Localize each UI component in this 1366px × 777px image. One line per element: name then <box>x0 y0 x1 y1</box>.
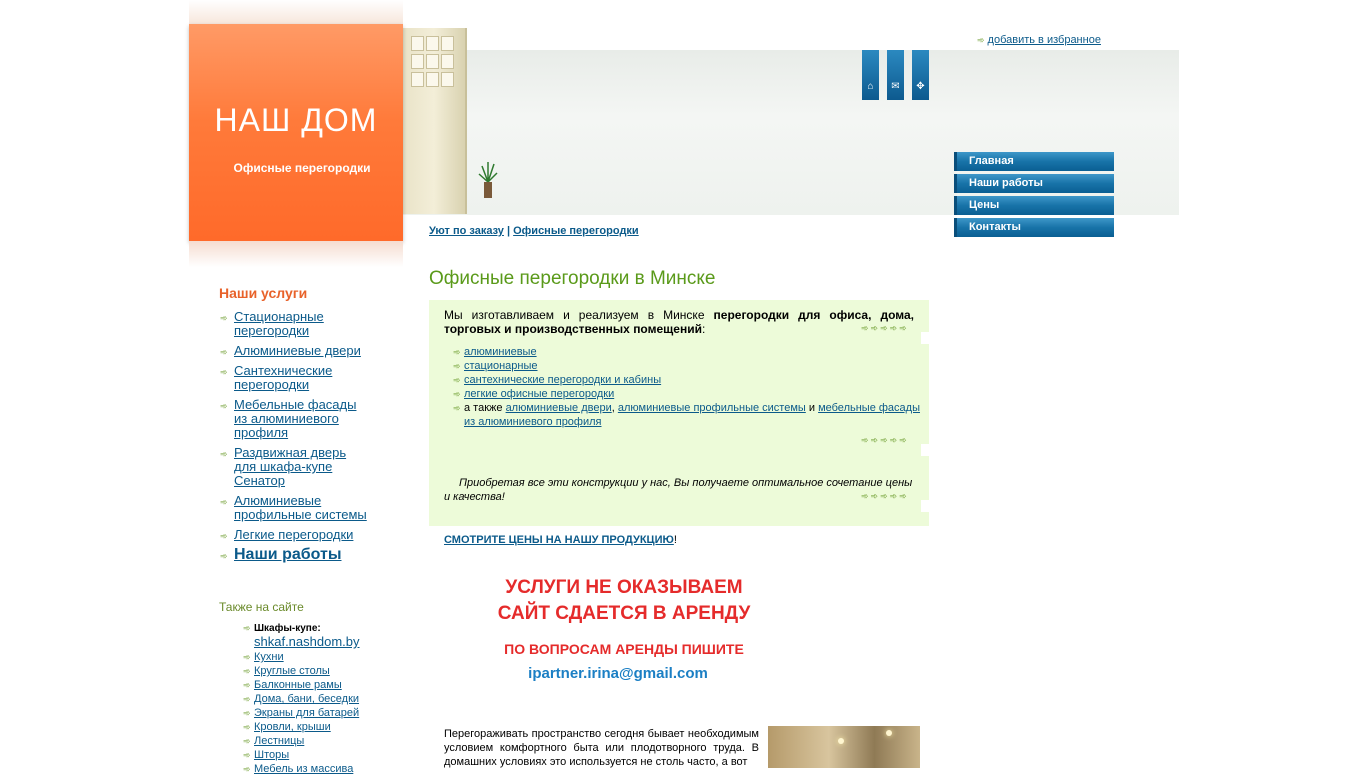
breadcrumb-separator: | <box>506 225 511 237</box>
arrow-icon: ➾ <box>453 361 461 371</box>
arrow-icon: ➾ <box>453 403 461 413</box>
nav-item-home[interactable]: Главная <box>954 152 1114 171</box>
also-link[interactable]: Шторы <box>254 749 290 761</box>
list-item <box>243 749 373 762</box>
box-notch <box>921 444 929 456</box>
list-item <box>219 344 369 358</box>
arrow-icon: ➾ <box>220 551 228 561</box>
also-link[interactable]: Экраны для батарей <box>254 707 360 719</box>
arrow-icon: ➾ <box>220 367 228 377</box>
lamp-light <box>838 738 844 744</box>
nav-item-contacts[interactable]: Контакты <box>954 218 1114 237</box>
arrow-icon: ➾ <box>453 347 461 357</box>
list-item <box>449 359 929 373</box>
door-illustration <box>403 28 467 214</box>
list-item <box>219 310 369 338</box>
site-subtitle: Офисные перегородки <box>233 161 371 175</box>
breadcrumb <box>429 225 639 237</box>
favorites <box>977 34 1101 46</box>
wardrobes-label: Шкафы-купе: <box>254 623 321 634</box>
arrow-icon: ➾ <box>243 680 251 690</box>
arrow-icon: ➾ <box>243 750 251 760</box>
arrow-icon: ➾ <box>977 35 985 45</box>
list-item <box>449 401 929 429</box>
list-item <box>219 528 369 542</box>
list-item <box>449 387 929 401</box>
arrow-icon: ➾ <box>220 313 228 323</box>
prices-end: ! <box>673 534 677 546</box>
logo-bottom-shade <box>189 241 403 267</box>
partition-types-list <box>449 345 929 429</box>
intro-text <box>444 308 914 336</box>
list-item <box>243 665 373 678</box>
intro-end: : <box>701 322 706 336</box>
arrow-icon: ➾ <box>220 449 228 459</box>
list-item <box>219 548 369 562</box>
services-list <box>219 310 369 568</box>
arrow-icon: ➾ <box>243 736 251 746</box>
type-link[interactable]: алюминиевые <box>464 346 537 358</box>
also-prefix: а также <box>464 402 506 414</box>
rent-line-2: САЙТ СДАЕТСЯ В АРЕНДУ <box>497 603 751 624</box>
arrow-icon: ➾ <box>220 531 228 541</box>
list-item <box>243 651 373 664</box>
arrow-icon: ➾ <box>243 623 251 633</box>
add-to-favorites-link[interactable]: добавить в избранное <box>987 34 1101 46</box>
also-and: и <box>805 402 819 414</box>
box-notch <box>921 500 929 512</box>
list-item <box>219 398 369 440</box>
nav-item-prices[interactable]: Цены <box>954 196 1114 215</box>
site-name: НАШ ДОМ <box>214 102 378 138</box>
intro-box <box>429 300 929 526</box>
quote-text: Приобретая все эти конструкции у нас, Вы получаете оптимальное сочетание цены и качества! <box>444 477 913 503</box>
intro-plain: Мы изготавливаем и реализуем в Минске <box>444 308 714 322</box>
decor-arrows-icon: ➾➾➾➾➾ <box>861 435 909 445</box>
service-link[interactable]: Легкие перегородки <box>234 527 354 542</box>
breadcrumb-home-link[interactable]: Уют по заказу <box>429 225 504 237</box>
intro-bold: перегородки для офиса, дома, торговых и производственных помещений <box>444 308 914 336</box>
prices-callout <box>444 534 677 546</box>
list-item <box>243 707 373 720</box>
home-button[interactable] <box>862 50 879 100</box>
plant-illustration <box>478 160 498 200</box>
office-photo <box>768 726 920 768</box>
type-link[interactable]: сантехнические перегородки и кабины <box>464 374 662 386</box>
list-item <box>243 693 373 706</box>
prices-link[interactable]: СМОТРИТЕ ЦЕНЫ НА НАШУ ПРОДУКЦИЮ <box>444 534 674 546</box>
also-link[interactable]: Лестницы <box>254 735 305 747</box>
list-item <box>219 446 369 488</box>
also-link[interactable]: Кровли, крыши <box>254 721 331 733</box>
arrow-icon: ➾ <box>220 347 228 357</box>
services-title: Наши услуги <box>219 285 308 301</box>
type-link[interactable]: стационарные <box>464 360 538 372</box>
decor-arrows-icon: ➾➾➾➾➾ <box>861 323 909 333</box>
sitemap-icon: ✥ <box>916 81 925 92</box>
list-item <box>219 494 369 522</box>
service-link[interactable]: Алюминиевые двери <box>234 343 361 358</box>
list-item <box>243 763 373 776</box>
list-item <box>449 373 929 387</box>
profile-systems-link[interactable]: алюминиевые профильные системы <box>617 402 806 414</box>
also-comma: , <box>611 402 618 414</box>
also-link[interactable]: Дома, бани, беседки <box>254 693 360 705</box>
mail-icon: ✉ <box>891 81 900 92</box>
breadcrumb-current-link[interactable]: Офисные перегородки <box>513 225 639 237</box>
service-link[interactable]: Сантехнические перегородки <box>234 363 333 392</box>
nav-item-works[interactable]: Наши работы <box>954 174 1114 193</box>
list-item <box>243 721 373 734</box>
body-text: Перегораживать пространство сегодня бывает необходимым условием комфортного быта или плодотворного труда. В домашних условиях это используется не столь часто, а вот <box>444 728 759 768</box>
list-item <box>449 345 929 359</box>
service-link[interactable]: Раздвижная дверь для шкафа-купе Сенатор <box>234 445 347 488</box>
list-item <box>243 735 373 748</box>
service-link[interactable]: Мебельные фасады из алюминиевого профиля <box>234 397 357 440</box>
rent-notice <box>444 575 804 682</box>
logo-box[interactable] <box>189 24 403 241</box>
furniture-facades-link[interactable]: мебельные фасады из алюминиевого профиля <box>464 402 920 428</box>
arrow-icon: ➾ <box>220 401 228 411</box>
service-link[interactable]: Стационарные перегородки <box>234 309 324 338</box>
service-link[interactable]: Алюминиевые профильные системы <box>234 493 367 522</box>
page-title: Офисные перегородки в Минске <box>429 268 716 289</box>
arrow-icon: ➾ <box>243 652 251 662</box>
arrow-icon: ➾ <box>243 666 251 676</box>
lamp-light <box>886 730 892 736</box>
list-item <box>219 364 369 392</box>
arrow-icon: ➾ <box>243 722 251 732</box>
main-nav <box>954 152 1114 240</box>
arrow-icon: ➾ <box>453 375 461 385</box>
sitemap-button[interactable] <box>912 50 929 100</box>
arrow-icon: ➾ <box>243 694 251 704</box>
rent-email: ipartner.irina@gmail.com <box>528 665 708 682</box>
also-link[interactable]: Балконные рамы <box>254 679 342 691</box>
list-item <box>243 679 373 692</box>
also-on-site-list <box>243 622 373 777</box>
arrow-icon: ➾ <box>453 389 461 399</box>
also-link[interactable]: Кухни <box>254 651 284 663</box>
also-link[interactable]: Мебель из массива <box>254 763 354 775</box>
arrow-icon: ➾ <box>220 497 228 507</box>
wardrobes-domain-link[interactable]: shkaf.nashdom.by <box>254 634 360 649</box>
arrow-icon: ➾ <box>243 764 251 774</box>
mail-button[interactable] <box>887 50 904 100</box>
home-icon: ⌂ <box>867 81 874 92</box>
decor-arrows-icon: ➾➾➾➾➾ <box>861 491 909 501</box>
box-notch <box>921 332 929 344</box>
list-item <box>243 622 373 650</box>
rent-line-1: УСЛУГИ НЕ ОКАЗЫВАЕМ <box>505 577 743 598</box>
also-on-site-title: Также на сайте <box>219 600 304 614</box>
aluminum-doors-link[interactable]: алюминиевые двери <box>505 402 612 414</box>
also-link[interactable]: Круглые столы <box>254 665 330 677</box>
arrow-icon: ➾ <box>243 708 251 718</box>
logo-top-shade <box>189 0 403 24</box>
type-link[interactable]: легкие офисные перегородки <box>464 388 615 400</box>
our-works-link[interactable]: Наши работы <box>234 546 342 563</box>
rent-line-3: ПО ВОПРОСАМ АРЕНДЫ ПИШИТЕ <box>504 641 744 657</box>
